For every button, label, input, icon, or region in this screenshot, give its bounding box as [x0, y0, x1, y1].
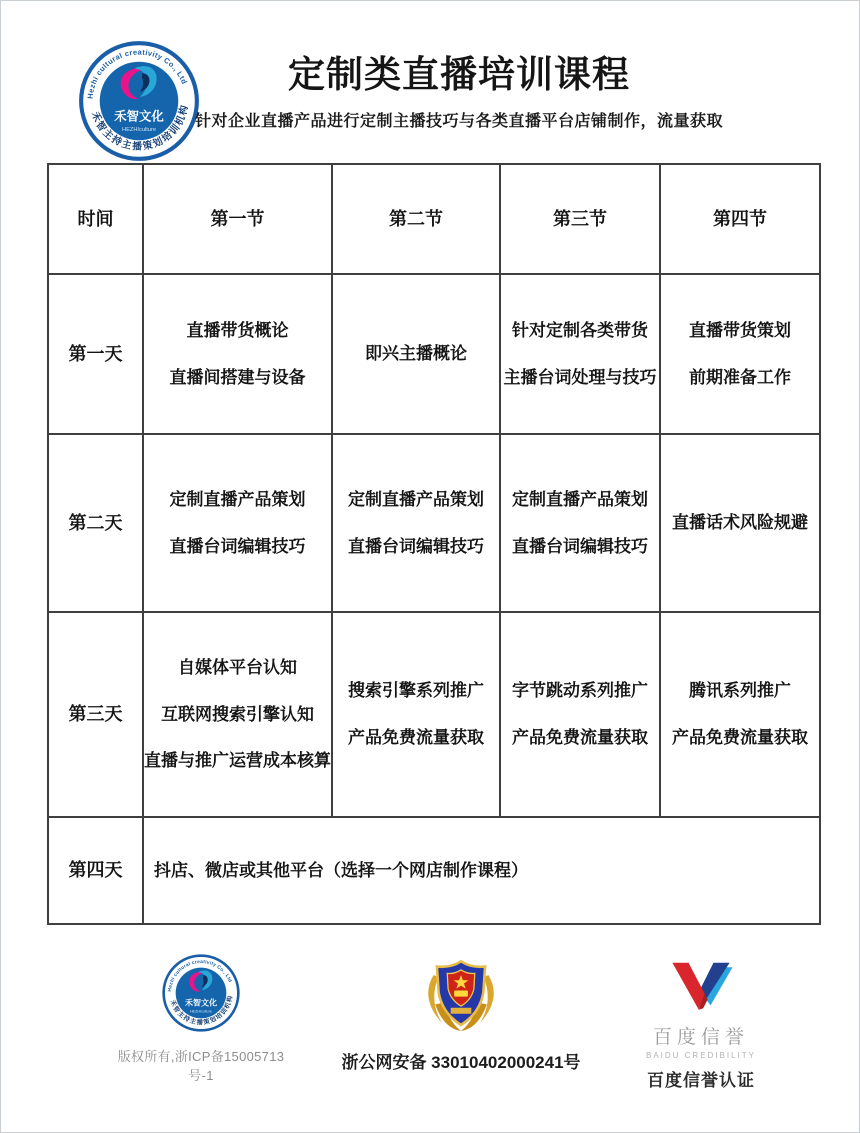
table-row-day4 [48, 817, 820, 924]
day2-label: 第二天 [48, 434, 143, 612]
cell-line: 直播与推广运营成本核算 [144, 751, 331, 771]
cell-line: 直播带货策划 [689, 320, 791, 340]
baidu-credibility-cn-label: 百度信誉 [652, 1027, 749, 1048]
column-header-session2: 第二节 [332, 164, 500, 274]
cell-line: 针对定制各类带货 [512, 320, 648, 340]
footer-copyright-block [113, 953, 289, 1084]
day4-label: 第四天 [48, 817, 143, 924]
cell-line: 定制直播产品策划 [169, 489, 306, 509]
cell-line: 直播话术风险规避 [672, 513, 808, 533]
cell-line: 产品免费流量获取 [348, 728, 484, 747]
cell-line: 直播带货概论 [186, 320, 289, 340]
cell-line: 搜索引擎系列推广 [348, 681, 484, 701]
baidu-credibility-icon [668, 961, 734, 1013]
cell-line: 即兴主播概论 [365, 344, 467, 364]
cell-day1-s1 [143, 274, 332, 434]
day3-label: 第三天 [48, 612, 143, 817]
cell-line: 产品免费流量获取 [512, 728, 648, 747]
table-header-row [48, 164, 820, 274]
cell-line: 抖店、微店或其他平台（选择一个网店制作课程） [154, 860, 528, 880]
cell-day2-s3 [500, 434, 660, 612]
cell-line: 产品免费流量获取 [672, 728, 808, 747]
table-row-day1 [48, 274, 820, 434]
baidu-credibility-en-label: BAIDU CREDIBILITY [645, 1051, 756, 1060]
cell-line: 前期准备工作 [689, 367, 791, 387]
cell-day2-s1 [143, 434, 332, 612]
column-header-session4: 第四节 [660, 164, 820, 274]
cell-day3-s3 [500, 612, 660, 817]
cell-line: 直播台词编辑技巧 [512, 536, 648, 556]
cell-line: 直播台词编辑技巧 [169, 536, 306, 556]
cell-line: 主播台词处理与技巧 [503, 367, 657, 387]
cell-line: 定制直播产品策划 [348, 489, 484, 509]
cell-day3-s4 [660, 612, 820, 817]
police-record-text: 浙公网安备 33010402000241号 [341, 1053, 581, 1072]
header [1, 55, 859, 131]
cell-day1-s4 [660, 274, 820, 434]
police-badge-icon [418, 951, 504, 1037]
cell-line: 直播间搭建与设备 [169, 367, 306, 387]
column-header-session3: 第三节 [500, 164, 660, 274]
cell-line: 直播台词编辑技巧 [348, 536, 484, 556]
baidu-cert-label: 百度信誉认证 [647, 1071, 755, 1090]
column-header-time: 时间 [48, 164, 143, 274]
cell-day2-s2 [332, 434, 500, 612]
icp-record-text: 版权所有,浙ICP备15005713号-1 [117, 1049, 285, 1083]
cell-line: 互联网搜索引擎认知 [161, 704, 314, 724]
cell-day2-s4 [660, 434, 820, 612]
page-subtitle: 针对企业直播产品进行定制主播技巧与各类直播平台店铺制作，流量获取 [194, 112, 723, 130]
cell-line: 字节跳动系列推广 [512, 681, 648, 701]
cell-day1-s2 [332, 274, 500, 434]
column-header-session1: 第一节 [143, 164, 332, 274]
table-row-day2 [48, 434, 820, 612]
page-title: 定制类直播培训课程 [288, 54, 630, 95]
cell-line: 自媒体平台认知 [178, 658, 297, 678]
day1-label: 第一天 [48, 274, 143, 434]
cell-day3-s2 [332, 612, 500, 817]
cell-day1-s3 [500, 274, 660, 434]
cell-line: 腾讯系列推广 [689, 681, 791, 701]
table-row-day3 [48, 612, 820, 817]
cell-day3-s1 [143, 612, 332, 817]
cell-day4-merged [143, 817, 820, 924]
footer-police-block [341, 951, 581, 1073]
footer-baidu-block [609, 961, 793, 1091]
company-logo-small [161, 953, 241, 1033]
course-table [47, 163, 821, 925]
cell-line: 定制直播产品策划 [512, 489, 648, 509]
